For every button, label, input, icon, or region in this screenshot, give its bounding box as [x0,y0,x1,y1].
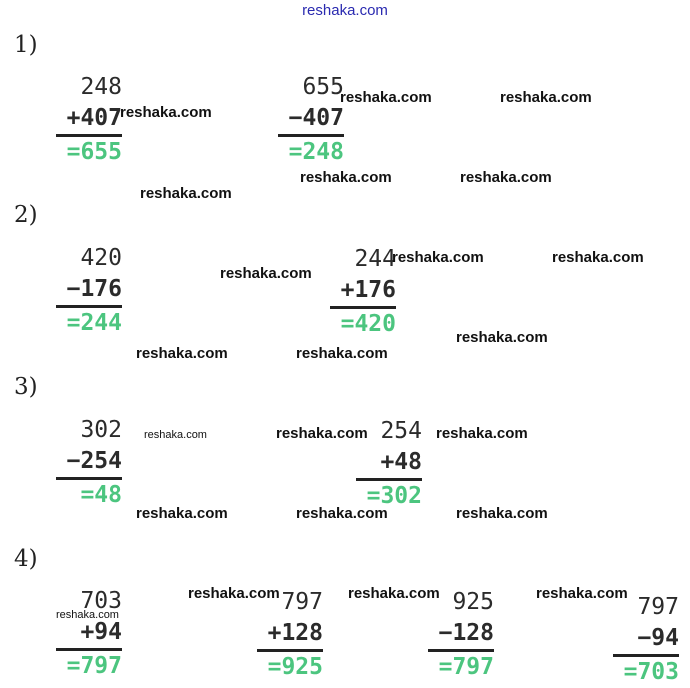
calc-result: =420 [340,311,396,337]
calc-result: =925 [267,654,323,680]
problem-label-4: 4) [14,546,38,572]
problem-label-2: 2) [14,202,38,228]
calc-top: 797 [637,594,679,620]
calc-3-a [56,415,122,511]
watermark: reshaka.com [220,265,312,282]
watermark: reshaka.com [136,345,228,362]
watermark: reshaka.com [140,185,232,202]
watermark: reshaka.com [188,585,280,602]
calc-top: 797 [281,589,323,615]
calc-top: 244 [354,246,396,272]
watermark: reshaka.com [536,585,628,602]
calc-result: =302 [366,483,422,509]
calc-result: =655 [66,139,122,165]
calc-top: 254 [380,418,422,444]
calc-2-b [330,244,396,340]
watermark: reshaka.com [120,104,212,121]
calc-1-a [56,72,122,168]
watermark: reshaka.com [56,609,119,621]
calc-operand: −254 [56,446,122,480]
calc-2-a [56,243,122,339]
watermark: reshaka.com [136,505,228,522]
watermark: reshaka.com [144,429,207,441]
calc-top: 420 [80,245,122,271]
watermark: reshaka.com [552,249,644,266]
calc-operand: +176 [330,275,396,309]
calc-result: =703 [623,659,679,685]
calc-operand: +48 [356,447,422,481]
watermark: reshaka.com [436,425,528,442]
calc-4-d [613,592,679,688]
calc-operand: +94 [56,617,122,651]
calc-operand: +407 [56,103,122,137]
watermark: reshaka.com [392,249,484,266]
problem-label-1: 1) [14,32,38,58]
calc-top: 248 [80,74,122,100]
calc-4-a [56,586,122,682]
watermark: reshaka.com [456,329,548,346]
watermark: reshaka.com [460,169,552,186]
calc-1-b [278,72,344,168]
watermark: reshaka.com [296,345,388,362]
calc-top: 703 [80,588,122,614]
problem-label-3: 3) [14,374,38,400]
watermark: reshaka.com [300,169,392,186]
watermark: reshaka.com [276,425,368,442]
calc-result: =248 [288,139,344,165]
calc-top: 655 [302,74,344,100]
watermark: reshaka.com [348,585,440,602]
watermark: reshaka.com [500,89,592,106]
calc-top: 302 [80,417,122,443]
calc-operand: −176 [56,274,122,308]
watermark: reshaka.com [456,505,548,522]
watermark: reshaka.com [296,505,388,522]
calc-operand: +128 [257,618,323,652]
calc-operand: −407 [278,103,344,137]
calc-result: =797 [66,653,122,679]
calc-operand: −128 [428,618,494,652]
calc-result: =797 [438,654,494,680]
calc-operand: −94 [613,623,679,657]
calc-top: 925 [452,589,494,615]
calc-result: =244 [66,310,122,336]
site-header: reshaka.com [302,2,388,19]
watermark: reshaka.com [340,89,432,106]
calc-result: =48 [80,482,122,508]
